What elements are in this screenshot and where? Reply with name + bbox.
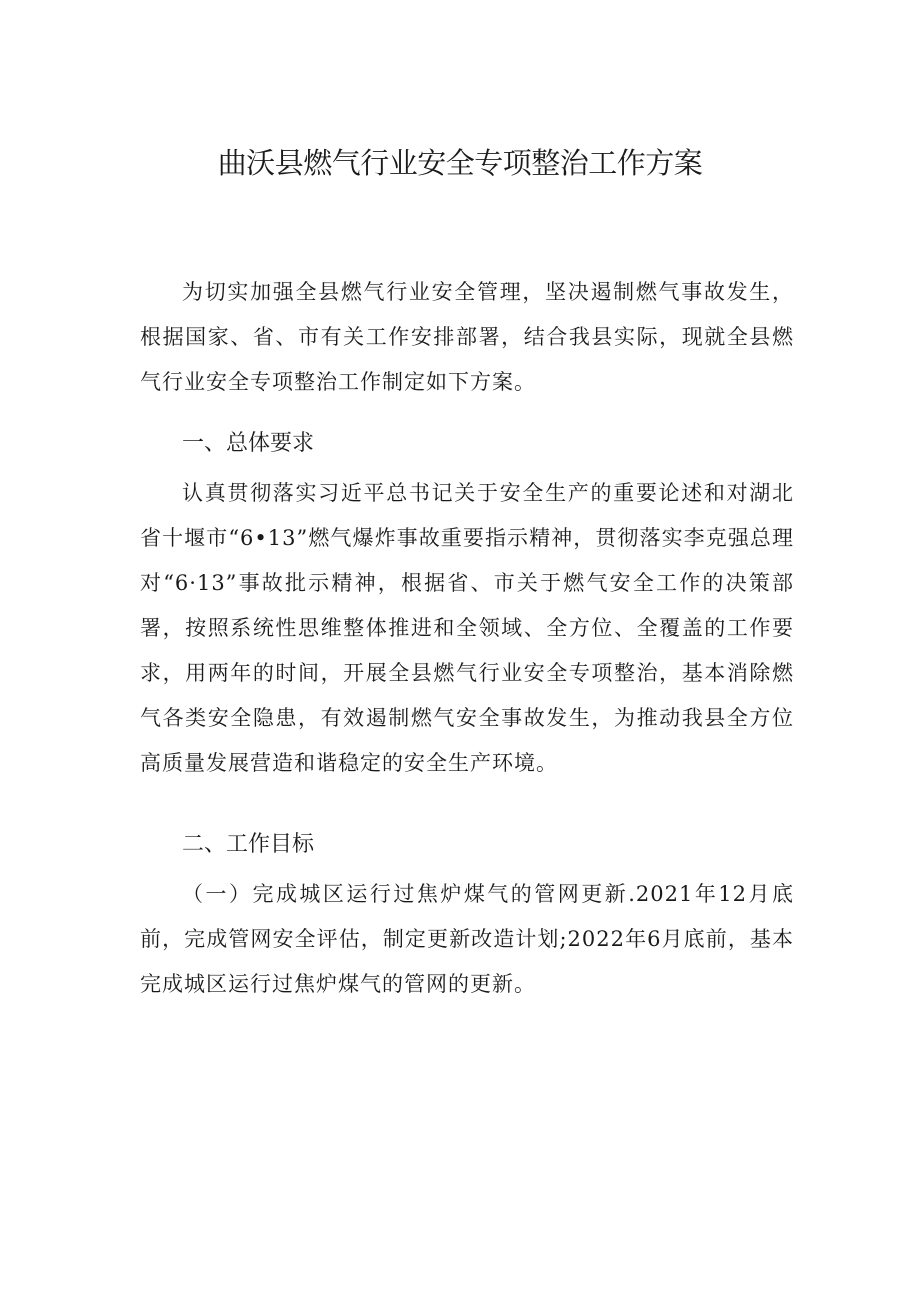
general-requirements-paragraph: 认真贯彻落实习近平总书记关于安全生产的重要论述和对湖北省十堰市“6•13”燃气爆炸事故重要指示精神，贯彻落实李克强总理对“6·13”事故批示精神，根据省、市关于燃气安全工作的决策部署，按照系统性思维整体推进和全领域、全方位、全覆盖的工作要求，用两年的时间，开展全县燃气行业安全专项整治，基本消除燃气各类安全隐患，有效遏制燃气安全事故发生，为推动我县全方位高质量发展营造和谐稳定的安全生产环境。 [140, 481, 794, 775]
document-title: 曲沃县燃气行业安全专项整治工作方案 [217, 146, 703, 180]
work-goals-paragraph: （一）完成城区运行过焦炉煤气的管网更新.2021年12月底前，完成管网安全评估，制定更新改造计划;2022年6月底前，基本完成城区运行过焦炉煤气的管网的更新。 [140, 882, 794, 996]
section-heading-general-requirements: 一、总体要求 [182, 431, 315, 456]
intro-paragraph: 为切实加强全县燃气行业安全管理，坚决遏制燃气事故发生，根据国家、省、市有关工作安排部署，结合我县实际，现就全县燃气行业安全专项整治工作制定如下方案。 [140, 280, 794, 394]
section-heading-work-goals: 二、工作目标 [182, 832, 315, 857]
